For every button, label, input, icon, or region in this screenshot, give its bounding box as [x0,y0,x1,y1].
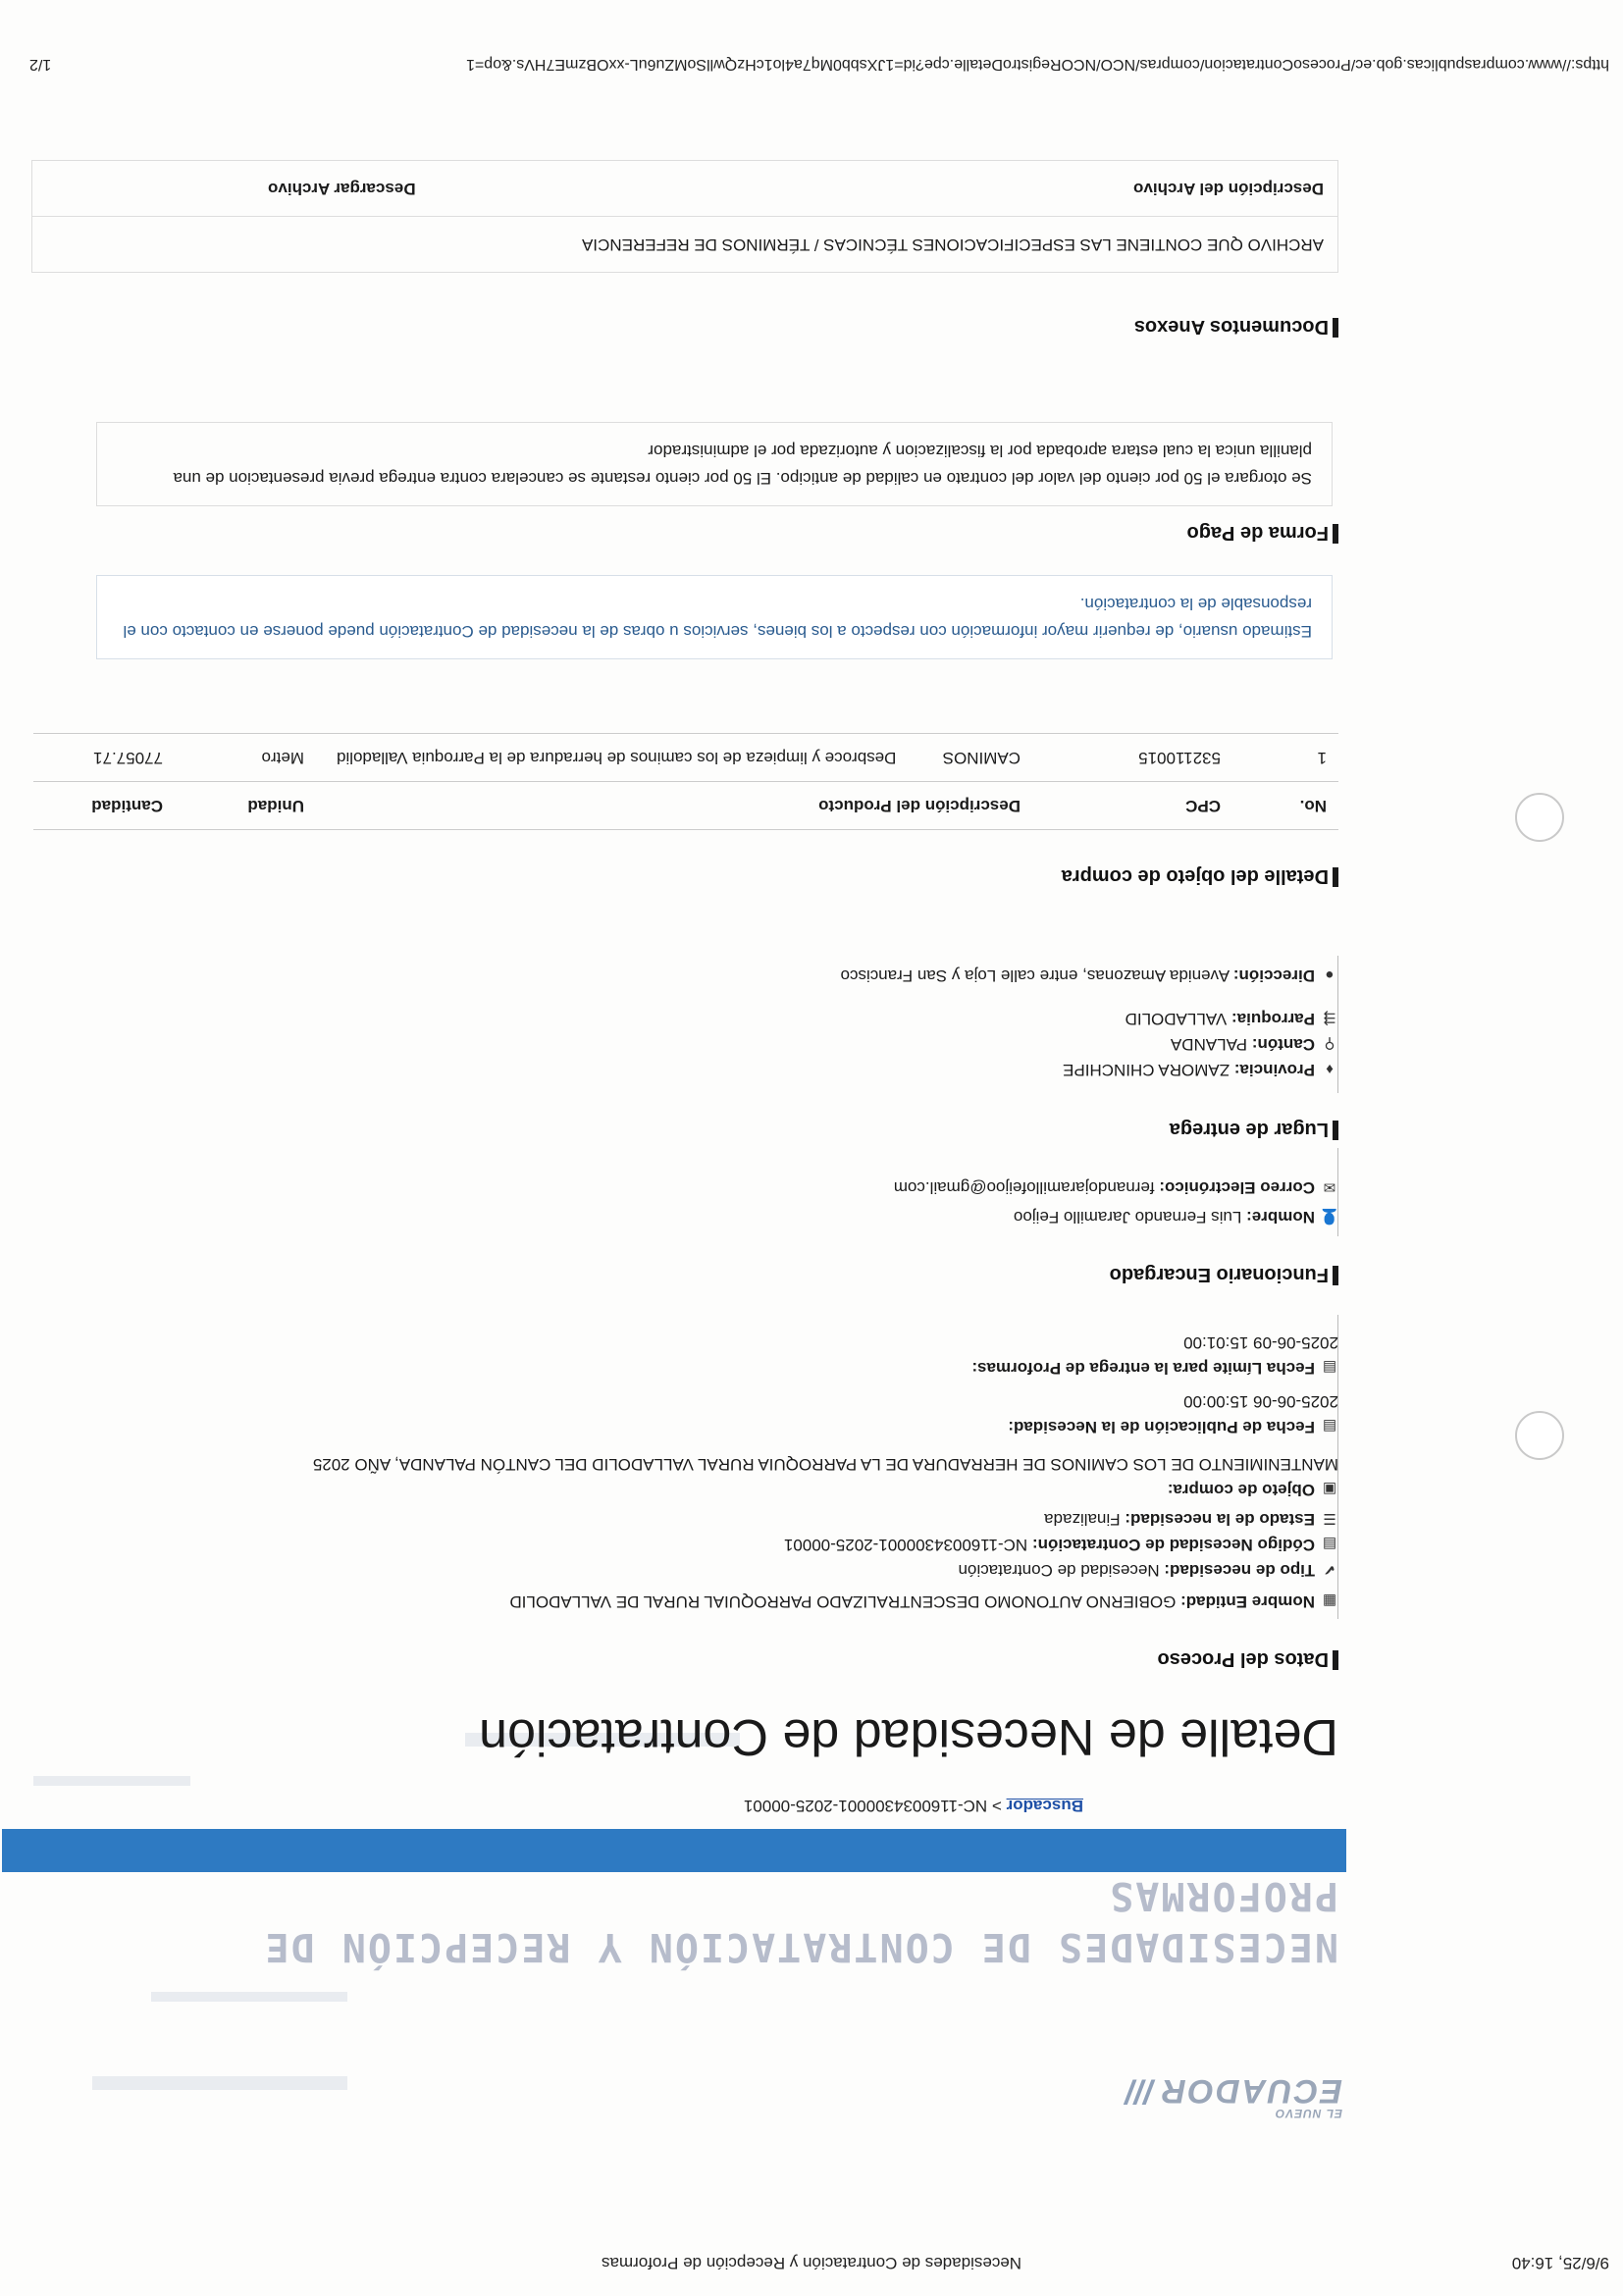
row-canton: ⚲Cantón: PALANDA [1171,1034,1338,1054]
documents-table [31,160,1338,273]
section-datos-proceso: Datos del Proceso [1157,1647,1338,1670]
breadcrumb-buscador-link[interactable]: Buscador [1006,1797,1083,1815]
user-icon: 👤 [1320,1208,1338,1225]
row-parroquia: ⇶Parroquia: VALLADOLID [1126,1009,1338,1028]
col-no: No. [1232,782,1338,830]
page-title: Detalle de Necesidad de Contratación [479,1708,1338,1765]
signpost-icon: ⇶ [1323,1010,1336,1026]
section-lugar-entrega: Lugar de entrega [1170,1118,1338,1140]
location-marker-icon: ● [1325,966,1335,983]
check-circle-icon: ✔ [1323,1561,1336,1578]
calendar-icon: ▤ [1322,1359,1337,1376]
breadcrumb-separator: > [991,1797,1002,1815]
breadcrumb [744,1796,1083,1815]
envelope-icon: ✉ [1323,1178,1336,1195]
col-unidad: Unidad [175,782,316,830]
print-url: https://www.compraspublicas.gob.ec/ProcesoContratacion/compras/NCO/NCORegistroDetalle.cpe?id=1JXsbb0Mq7a4lo1cHzQwllSoMZu6uL-xxOBzmE7HVs.&op=1 [466,56,1609,73]
col-descargar-archivo[interactable]: Descargar Archivo [268,180,416,198]
row-objeto-value: MANTENIMIENTO DE LOS CAMINOS DE HERRADURA DE LA PARROQUIA RURAL VALLADOLID DEL CANTÓN PALANDA, AÑO 2025 [312,1455,1338,1474]
cell-descripcion: CAMINOS Desbroce y limpieza de los caminos de herradura de la Parroquia Valladolid [316,734,1032,782]
cell-unidad: Metro [175,734,316,782]
product-table [33,733,1338,830]
row-limite-value: 2025-06-09 15:01:00 [1183,1333,1338,1352]
section-funcionario: Funcionario Encargado [1110,1263,1338,1285]
row-codigo: ▤Código Necesidad de Contratación: NC-1160034300001-2025-00001 [783,1536,1337,1554]
punch-hole [1515,1411,1564,1460]
row-tipo: ✔Tipo de necesidad: Necesidad de Contratación [959,1560,1338,1580]
row-direccion: ●Dirección: Avenida Amazonas, entre calle Loja y San Francisco [840,965,1338,985]
row-provincia: ♦Provincia: ZAMORA CHINCHIPE [1063,1060,1338,1079]
contact-info-notice: Estimado usuario, de requerir mayor información con respecto a los bienes, servicios u obras de la necesidad de Contratación puede ponerse en contacto con el responsable de la contratación. [96,575,1333,659]
bleed-through-artifact [151,1992,347,2002]
row-pub-label: ▤Fecha de Publicación de la Necesidad: [1008,1418,1337,1436]
barcode-icon: ▤ [1322,1536,1337,1552]
row-entidad: ▦Nombre Entidad: GOBIERNO AUTONOMO DESCENTRALIZADO PARROQUIAL RURAL DE VALLADOLID [509,1592,1337,1611]
row-estado: ☰Estado de la necesidad: Finalizada [1044,1509,1338,1529]
drop-pin-icon: ♦ [1326,1061,1334,1077]
payment-terms: Se otorgara el 50 por ciento del valor del contrato en calidad de anticipo. El 50 por ciento restante se cancelara contra entrega previa presentacion de una planilla unica la cual estara aprobada por la fiscalizacion y autorizada por el administrador [96,422,1333,506]
section-documentos: Documentos Anexos [1134,315,1338,338]
list-icon: ☰ [1323,1510,1336,1527]
ecuador-logo: EL NUEVO ECUADOR/// [1126,2072,1342,2120]
row-correo: ✉Correo Electrónico: fernandojaramillofeijoo@gmail.com [894,1177,1338,1197]
calendar-icon: ▤ [1322,1418,1337,1435]
cell-cpc: 532110015 [1032,734,1232,782]
print-page-number: 1/2 [29,56,52,73]
document-file-title: ARCHIVO QUE CONTIENE LAS ESPECIFICACIONES TÉCNICAS / TÉRMINOS DE REFERENCIA [32,216,1337,272]
page-banner: NECESIDADES DE CONTRATACIÓN Y RECEPCIÓN DE PROFORMAS [263,1873,1338,1969]
table-row [33,734,1338,782]
cart-icon: ▣ [1322,1481,1337,1497]
col-descripcion-archivo: Descripción del Archivo [1133,180,1324,198]
punch-hole [1515,793,1564,842]
col-descripcion: Descripción del Producto [316,782,1032,830]
bleed-through-artifact [92,2076,347,2090]
breadcrumb-current: NC-1160034300001-2025-00001 [743,1797,988,1815]
cell-no: 1 [1232,734,1338,782]
row-objeto-label: ▣Objeto de compra: [1167,1481,1337,1499]
row-pub-value: 2025-06-06 15:00:00 [1183,1392,1338,1411]
documents-header-row [32,161,1337,216]
table-header-row [33,782,1338,830]
building-icon: ▦ [1322,1592,1337,1609]
bleed-through-artifact [33,1776,190,1786]
col-cantidad: Cantidad [33,782,175,830]
map-pin-icon: ⚲ [1324,1035,1335,1052]
section-detalle-objeto: Detalle del objeto de compra [1062,864,1338,887]
print-doc-title: Necesidades de Contratación y Recepción de Proformas [601,2254,1022,2272]
row-limite-label: ▤Fecha Límite para la entrega de Proformas: [971,1359,1337,1378]
section-forma-pago: Forma de Pago [1187,521,1338,544]
cell-cantidad: 77057.71 [33,734,175,782]
col-cpc: CPC [1032,782,1232,830]
header-bar [2,1829,1346,1872]
row-nombre: 👤Nombre: Luis Fernando Jaramillo Feijoo [1013,1208,1338,1226]
print-datetime: 9/6/25, 16:40 [1511,2254,1609,2272]
